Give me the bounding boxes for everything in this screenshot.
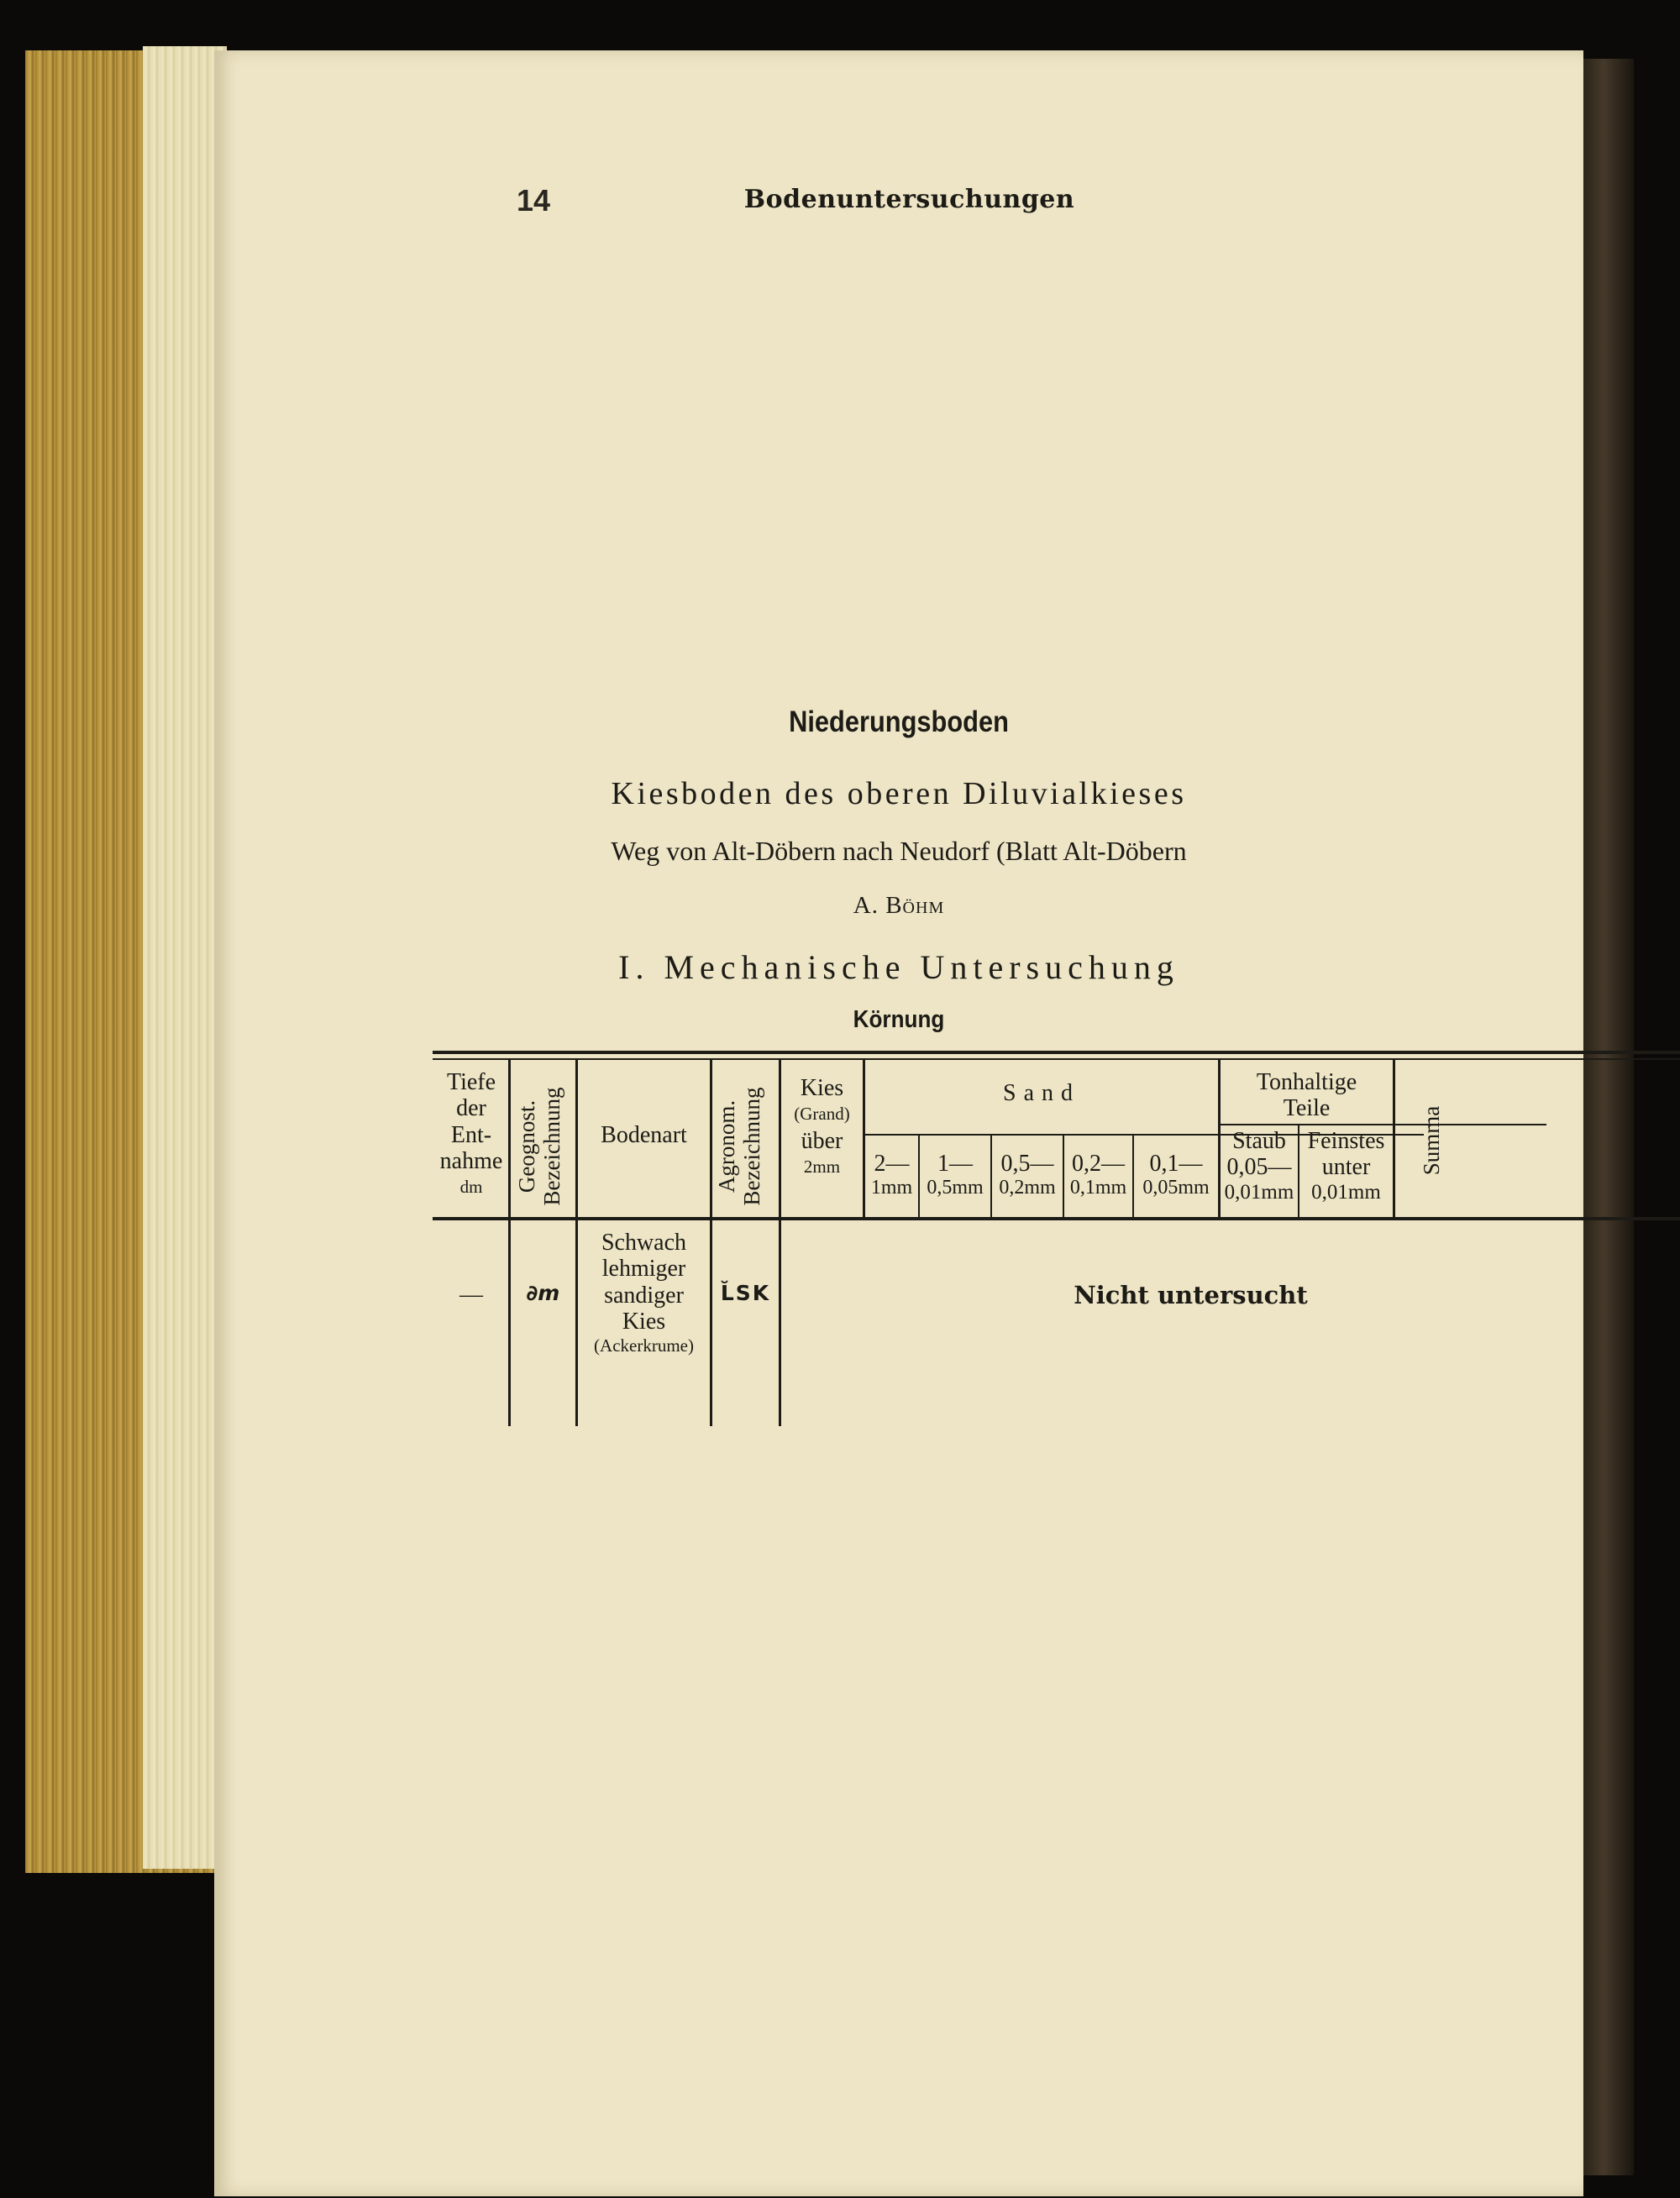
section-title: Niederungsboden bbox=[789, 706, 1009, 738]
header-tonhaltige-line1: Tonhaltige bbox=[1256, 1069, 1357, 1095]
book-page bbox=[214, 50, 1583, 2196]
sand-col-5-bottom: 0,05mm bbox=[1142, 1177, 1210, 1199]
header-sand: Sand bbox=[1003, 1080, 1080, 1106]
header-tiefe-unit: dm bbox=[459, 1177, 483, 1198]
header-tiefe-line3: Ent- bbox=[450, 1121, 492, 1148]
header-kies-ueber: über bbox=[801, 1127, 843, 1154]
location-line: Weg von Alt-Döbern nach Neudorf (Blatt Alt-Döbern bbox=[611, 836, 1187, 866]
page-number: 14 bbox=[517, 183, 551, 218]
running-head: Bodenuntersuchungen bbox=[743, 185, 1075, 214]
soil-title: Kiesboden des oberen Diluvialkieses bbox=[611, 776, 1187, 811]
book-gutter bbox=[1583, 59, 1634, 2175]
header-geognost: Geognost. Bezeichnung bbox=[514, 1087, 564, 1206]
sand-col-4-bottom: 0,1mm bbox=[1069, 1177, 1127, 1199]
header-staub-unit: 0,01mm bbox=[1224, 1180, 1294, 1204]
row-geognost: ∂m bbox=[526, 1281, 560, 1305]
header-kies: Kies bbox=[800, 1075, 844, 1101]
part-title: I. Mechanische Untersuchung bbox=[618, 948, 1179, 986]
subheading: Körnung bbox=[853, 1006, 945, 1033]
sand-col-1-bottom: 1mm bbox=[870, 1177, 913, 1199]
row-agronom: L̆SK bbox=[720, 1281, 771, 1305]
header-kies-size: 2mm bbox=[803, 1157, 841, 1178]
sand-col-3-top: 0,5— bbox=[1000, 1151, 1054, 1177]
header-tonhaltige-line2: Teile bbox=[1283, 1095, 1331, 1122]
author: A. Böhm bbox=[853, 892, 945, 919]
row-bodenart-line2: lehmiger bbox=[601, 1256, 686, 1283]
row-bodenart-note: (Ackerkrume) bbox=[594, 1335, 694, 1356]
header-feinstes: Feinstes bbox=[1307, 1128, 1385, 1154]
header-kies-grand: (Grand) bbox=[794, 1104, 850, 1125]
header-agronom: Agronom. Bezeichnung bbox=[714, 1087, 764, 1206]
header-bodenart: Bodenart bbox=[601, 1122, 687, 1148]
header-staub: Staub bbox=[1232, 1128, 1286, 1154]
row-result: Nicht untersucht bbox=[1074, 1281, 1308, 1309]
sand-col-2-bottom: 0,5mm bbox=[927, 1177, 984, 1199]
row-tiefe: — bbox=[459, 1282, 483, 1308]
sand-col-4-top: 0,2— bbox=[1072, 1151, 1125, 1177]
sand-col-1-top: 2— bbox=[874, 1151, 910, 1177]
header-tiefe-line4: nahme bbox=[439, 1148, 503, 1175]
header-feinstes-unit: 0,01mm bbox=[1311, 1180, 1381, 1204]
sand-col-5-top: 0,1— bbox=[1149, 1151, 1203, 1177]
header-summa: Summa bbox=[1419, 1105, 1444, 1176]
sand-col-3-bottom: 0,2mm bbox=[999, 1177, 1056, 1199]
header-staub-range: 0,05— bbox=[1226, 1154, 1292, 1181]
row-bodenart-line1: Schwach bbox=[601, 1230, 687, 1256]
row-bodenart-line4: Kies bbox=[622, 1309, 666, 1335]
row-bodenart-line3: sandiger bbox=[604, 1282, 684, 1309]
header-tiefe-line1: Tiefe bbox=[446, 1069, 496, 1095]
header-feinstes-unter: unter bbox=[1321, 1154, 1371, 1181]
header-tiefe-line2: der bbox=[456, 1095, 486, 1122]
sand-col-2-top: 1— bbox=[937, 1151, 973, 1177]
